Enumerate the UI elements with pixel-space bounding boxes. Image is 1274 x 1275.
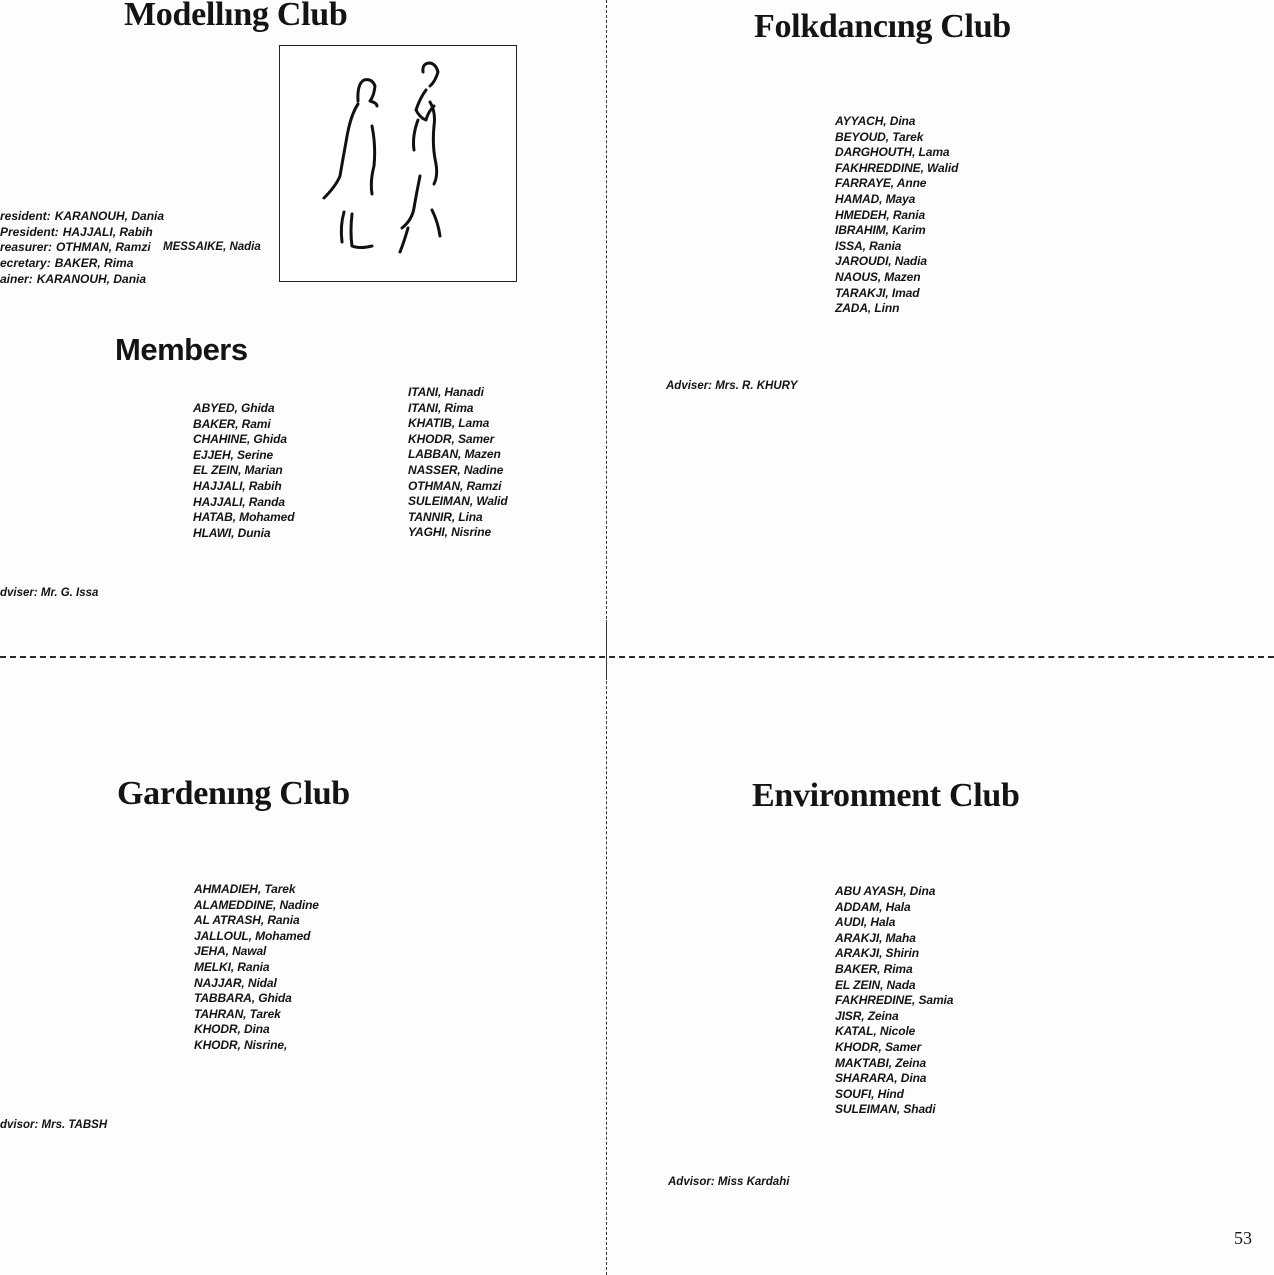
list-item: KHATIB, Lama: [408, 416, 490, 431]
officer-role: ainer:: [0, 271, 33, 286]
list-item: TABBARA, Ghida: [194, 991, 292, 1006]
modelling-officers-list: [0, 209, 164, 287]
page-number: 53: [1234, 1228, 1252, 1248]
list-item: ADDAM, Hala: [835, 899, 911, 914]
list-item: SOUFI, Hind: [835, 1086, 904, 1101]
list-item: ABU AYASH, Dina: [835, 884, 936, 898]
list-item: SULEIMAN, Walid: [408, 494, 508, 509]
list-item: ISSA, Rania: [835, 238, 902, 253]
list-item: HATAB, Mohamed: [193, 510, 295, 525]
list-item: ITANI, Hanadi: [408, 385, 484, 399]
modelling-illustration: [279, 45, 517, 282]
modelling-extra-name: MESSAIKE, Nadia: [163, 241, 261, 253]
modelling-members-col2: [408, 385, 508, 541]
list-item: TARAKJI, Imad: [835, 285, 920, 300]
list-item: KHODR, Dina: [194, 1022, 270, 1037]
modelling-adviser: dviser: Mr. G. Issa: [0, 587, 99, 599]
list-item: BAKER, Rima: [835, 961, 913, 976]
officer-role: ecretary:: [0, 256, 51, 271]
list-item: AL ATRASH, Rania: [194, 913, 300, 928]
list-item: ALAMEDDINE, Nadine: [194, 897, 319, 912]
list-item: NAJJAR, Nidal: [194, 975, 277, 990]
list-item: ZADA, Linn: [835, 301, 900, 316]
list-item: BAKER, Rami: [193, 416, 271, 431]
officer-role: reasurer:: [0, 240, 53, 255]
officer-name: BAKER, Rima: [54, 256, 134, 271]
list-item: TAHRAN, Tarek: [194, 1006, 281, 1021]
list-item: HAJJALI, Randa: [193, 494, 285, 509]
list-item: JISR, Zeina: [835, 1008, 899, 1023]
list-item: AYYACH, Dina: [835, 114, 916, 128]
list-item: ARAKJI, Maha: [835, 930, 916, 945]
list-item: ITANI, Rima: [408, 400, 474, 415]
list-item: NASSER, Nadine: [408, 462, 504, 477]
members-heading: Members: [115, 332, 248, 367]
horizontal-fold-line: [0, 656, 1274, 658]
list-item: TANNIR, Lina: [408, 509, 483, 524]
list-item: FARRAYE, Anne: [835, 176, 927, 191]
list-item: AHMADIEH, Tarek: [194, 882, 296, 896]
officer-row: [0, 272, 164, 288]
list-item: SULEIMAN, Shadi: [835, 1102, 936, 1117]
list-item: BEYOUD, Tarek: [835, 129, 924, 144]
list-item: ABYED, Ghida: [193, 401, 275, 415]
officer-row: [0, 240, 164, 256]
list-item: MELKI, Rania: [194, 959, 270, 974]
list-item: EJJEH, Serine: [193, 447, 274, 462]
gardening-members: [194, 882, 319, 1054]
list-item: MAKTABI, Zeina: [835, 1055, 927, 1070]
officer-name: OTHMAN, Ramzi: [56, 240, 151, 255]
two-figures-sketch-icon: [280, 46, 516, 281]
list-item: JAROUDI, Nadia: [835, 254, 927, 269]
list-item: EL ZEIN, Marian: [193, 463, 283, 478]
list-item: HMEDEH, Rania: [835, 207, 926, 222]
officer-role: resident:: [0, 209, 51, 223]
list-item: ARAKJI, Shirin: [835, 946, 919, 961]
list-item: JALLOUL, Mohamed: [194, 928, 311, 943]
gardening-club-title: Gardenıng Club: [117, 775, 350, 812]
list-item: HLAWI, Dunia: [193, 525, 271, 540]
list-item: JEHA, Nawal: [194, 944, 267, 959]
officer-role: President:: [0, 224, 59, 239]
list-item: CHAHINE, Ghida: [193, 432, 287, 447]
list-item: HAJJALI, Rabih: [193, 478, 282, 493]
officer-name: HAJJALI, Rabih: [62, 224, 153, 239]
list-item: IBRAHIM, Karim: [835, 223, 926, 238]
list-item: SHARARA, Dina: [835, 1071, 927, 1086]
folkdancing-adviser: Adviser: Mrs. R. KHURY: [666, 380, 798, 392]
list-item: YAGHI, Nisrine: [408, 525, 492, 540]
officer-row: [0, 256, 164, 272]
gardening-advisor: dvisor: Mrs. TABSH: [0, 1119, 108, 1131]
folkdancing-club-title: Folkdancıng Club: [754, 8, 1011, 45]
modelling-members-col1: [193, 401, 295, 541]
list-item: HAMAD, Maya: [835, 191, 916, 206]
list-item: FAKHREDDINE, Walid: [835, 160, 959, 175]
environment-advisor: Advisor: Miss Kardahi: [668, 1176, 790, 1188]
officer-row: [0, 225, 164, 241]
officer-name: KARANOUH, Dania: [36, 271, 147, 286]
list-item: LABBAN, Mazen: [408, 447, 501, 462]
list-item: FAKHREDINE, Samia: [835, 993, 954, 1008]
environment-members: [835, 884, 953, 1118]
folkdancing-members: [835, 114, 958, 317]
list-item: OTHMAN, Ramzi: [408, 478, 502, 493]
list-item: NAOUS, Mazen: [835, 269, 921, 284]
officer-row: [0, 209, 164, 225]
list-item: DARGHOUTH, Lama: [835, 145, 950, 160]
modelling-club-title: Modellıng Club: [124, 0, 348, 33]
officer-name: KARANOUH, Dania: [54, 209, 165, 223]
list-item: AUDI, Hala: [835, 915, 896, 930]
list-item: KHODR, Samer: [408, 431, 495, 446]
list-item: KHODR, Nisrine,: [194, 1037, 288, 1052]
list-item: KATAL, Nicole: [835, 1024, 916, 1039]
vertical-fold-line-center: [606, 620, 607, 680]
list-item: KHODR, Samer: [835, 1039, 922, 1054]
list-item: EL ZEIN, Nada: [835, 977, 916, 992]
environment-club-title: Environment Club: [752, 777, 1020, 814]
